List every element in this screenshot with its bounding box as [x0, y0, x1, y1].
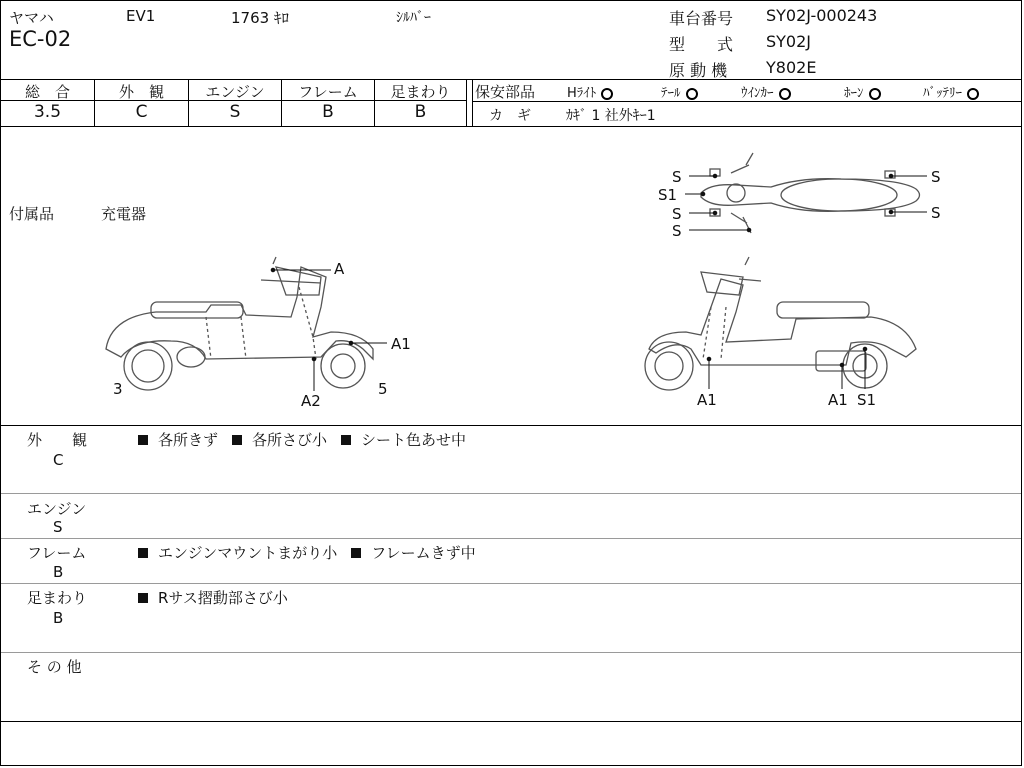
bullet-square-icon: [138, 548, 148, 558]
status-ok-icon: [967, 88, 979, 100]
status-ok-icon: [869, 88, 881, 100]
mark-top-s: S: [672, 168, 682, 186]
mark-left-a1: A1: [391, 335, 411, 353]
mark-top-s: S: [672, 205, 682, 223]
note-item: フレームきず中: [351, 544, 475, 562]
bullet-square-icon: [341, 435, 351, 445]
grade-engine-label: エンジン: [205, 83, 265, 101]
safety-item-taillight: ﾃｰﾙ: [661, 82, 698, 101]
type-value: SY02J: [766, 32, 812, 51]
grade-frame-label: フレーム: [298, 83, 358, 101]
note-engine-grade: S: [53, 518, 63, 536]
safety-item-battery: ﾊﾞｯﾃﾘｰ: [923, 82, 979, 101]
note-item: シート色あせ中: [341, 431, 466, 449]
note-frame-grade: B: [53, 563, 64, 581]
mark-top-s1: S1: [658, 186, 678, 204]
keys-label: カ ギ: [489, 108, 531, 124]
safety-item-winker: ｳｲﾝｶｰ: [741, 82, 791, 101]
mileage: 1763 ｷﾛ: [231, 9, 289, 27]
safety-item-headlight: Hﾗｲﾄ: [567, 82, 613, 101]
mark-top-s: S: [931, 168, 941, 186]
mark-right-a1: A1: [697, 391, 717, 409]
accessories-label: 付属品: [9, 205, 55, 223]
model-name: EC-02: [9, 27, 72, 51]
note-appearance-items: [138, 429, 480, 450]
mark-left-3: 3: [113, 380, 123, 398]
grade-frame-value: B: [322, 102, 334, 122]
grade-engine-value: S: [229, 102, 241, 122]
grade-appearance-value: C: [135, 102, 148, 122]
grade-suspension-value: B: [414, 102, 427, 122]
safety-item-horn: ﾎｰﾝ: [844, 82, 881, 101]
bullet-square-icon: [138, 593, 148, 603]
keys-value: ｶｷﾞ 1 社外ｷｰ1: [566, 108, 656, 124]
color: ｼﾙﾊﾞｰ: [396, 10, 431, 26]
accessories-value: 充電器: [101, 205, 147, 223]
mark-top-s: S: [672, 222, 682, 240]
scooter-right-side: [645, 257, 916, 390]
mark-right-s1: S1: [857, 391, 877, 409]
note-item: 各所きず: [138, 431, 218, 449]
grade-total-label: 総 合: [24, 83, 70, 101]
note-item: Rサス摺動部さび小: [138, 589, 288, 607]
note-appearance-grade: C: [53, 451, 64, 469]
bullet-square-icon: [232, 435, 242, 445]
mark-left-5: 5: [378, 380, 388, 398]
note-frame-label: フレーム: [27, 544, 87, 562]
safety-parts-label: 保安部品: [475, 83, 536, 101]
damage-diagram: [1, 127, 1023, 425]
mark-top-s: S: [931, 204, 941, 222]
mark-right-a1: A1: [828, 391, 848, 409]
bullet-square-icon: [351, 548, 361, 558]
note-appearance-label: 外 観: [27, 431, 88, 449]
scooter-left-side: [106, 257, 373, 390]
frame-number-label: 車台番号: [669, 9, 734, 28]
grade-appearance-label: 外 観: [118, 83, 164, 101]
engine-model-label: 原 動 機: [669, 61, 728, 80]
status-ok-icon: [779, 88, 791, 100]
note-engine-label: エンジン: [27, 500, 87, 518]
mark-left-a: A: [334, 260, 345, 278]
note-item: 各所さび小: [232, 431, 327, 449]
note-item: エンジンマウントまがり小: [138, 544, 337, 562]
bullet-square-icon: [138, 435, 148, 445]
status-ok-icon: [686, 88, 698, 100]
grade-total-value: 3.5: [33, 102, 62, 122]
frame-number-value: SY02J-000243: [766, 6, 878, 25]
scooter-top-view: [701, 153, 920, 233]
grade-suspension-label: 足まわり: [390, 83, 451, 101]
status-ok-icon: [601, 88, 613, 100]
note-other-label: そ の 他: [27, 658, 82, 676]
maker: ヤマハ: [9, 9, 54, 27]
note-frame-items: [138, 542, 490, 563]
type-label: 型 式: [669, 35, 734, 54]
engine-model-value: Y802E: [766, 58, 817, 77]
note-suspension-label: 足まわり: [27, 589, 88, 607]
mark-left-a2: A2: [301, 392, 321, 410]
note-suspension-grade: B: [53, 609, 64, 627]
model-code: EV1: [126, 7, 156, 25]
note-suspension-items: [138, 587, 302, 608]
